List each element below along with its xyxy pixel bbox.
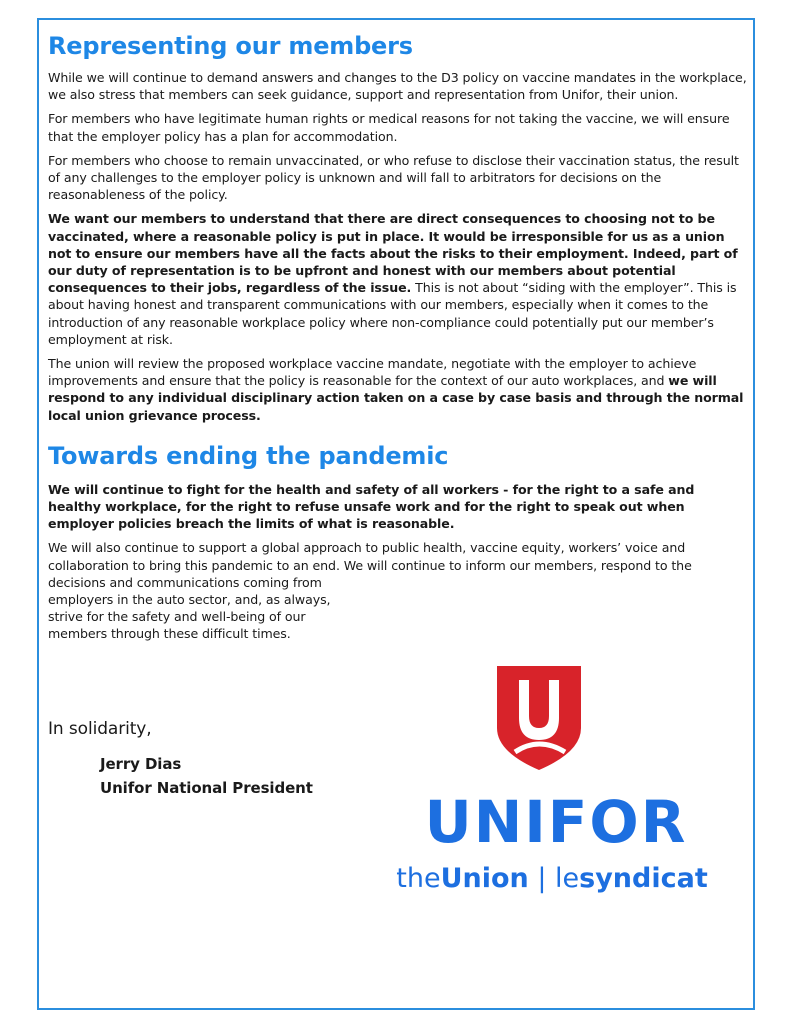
paragraph: For members who have legitimate human rights or medical reasons for not taking the vaccine, we will ensure that the employer policy has a plan for accommodation. bbox=[48, 111, 730, 144]
signatory-name: Jerry Dias bbox=[100, 755, 182, 773]
logo-wordmark: UNIFOR bbox=[424, 788, 688, 856]
shield-icon bbox=[497, 666, 581, 770]
paragraph: We will also continue to support a global approach to public health, vaccine equity, workers’ voice and collaboration to bring this pandemic to an end. We will continue to inform our members, respond to the decisions and communications coming from bbox=[48, 540, 692, 590]
bold-text: We will continue to fight for the health and safety of all workers - for the right to a safe and healthy workplace, for the right to refuse unsafe work and for the right to speak out when employer policies breach the limits of what is reasonable. bbox=[48, 481, 695, 532]
paragraph-text: This is not about “siding with the employer”. This is about having honest and transparent communications with our members, especially when it comes to the introduction of any reasonable workplace policy where non-compliance could potentially put our member’s employment at risk. bbox=[48, 280, 737, 347]
logo-tagline bbox=[380, 862, 724, 896]
tagline-separator: | bbox=[528, 863, 555, 894]
section-title-pandemic: Towards ending the pandemic bbox=[48, 441, 449, 470]
signatory-position: Unifor National President bbox=[100, 779, 313, 797]
closing-signature bbox=[48, 718, 313, 800]
bold-text: We want our members to understand that there are direct consequences to choosing not to be vaccinated, where a reasonable policy is put in place. It would be irresponsible for us as a union not to ensure our members have all the facts about the risks to their employment. Indeed, part of our duty of representation is to be upfront and honest with our members about potential consequences to their jobs, regardless of the issue. bbox=[48, 211, 738, 296]
paragraph bbox=[48, 355, 748, 424]
tagline-le: le bbox=[555, 863, 580, 894]
section-title-representing: Representing our members bbox=[48, 32, 413, 60]
salutation: In solidarity, bbox=[48, 719, 152, 739]
paragraph: employers in the auto sector, and, as always, strive for the safety and well-being of our members through these difficult times. bbox=[48, 592, 331, 642]
paragraph: For members who choose to remain unvaccinated, or who refuse to disclose their vaccination status, the result of any challenges to the employer policy is unknown and will fall to arbitrators for decisions on the reasonableness of the policy. bbox=[48, 152, 739, 203]
paragraph: While we will continue to demand answers and changes to the D3 policy on vaccine mandates in the workplace, we also stress that members can seek guidance, support and representation from Unifor, their union. bbox=[48, 70, 747, 103]
tagline-the: the bbox=[396, 863, 441, 894]
paragraph bbox=[48, 481, 748, 533]
bold-text: we will respond to any individual disciplinary action taken on a case by case basis and through the normal local union grievance process. bbox=[48, 373, 744, 423]
paragraph bbox=[48, 210, 748, 348]
tagline-syndicat: syndicat bbox=[579, 863, 708, 894]
paragraph-text: The union will review the proposed workplace vaccine mandate, negotiate with the employer to achieve improvements and ensure that the policy is reasonable for the context of our auto workplaces, and bbox=[48, 356, 697, 389]
tagline-union: Union bbox=[440, 863, 529, 894]
unifor-logo bbox=[380, 666, 730, 936]
main-content bbox=[48, 32, 748, 650]
